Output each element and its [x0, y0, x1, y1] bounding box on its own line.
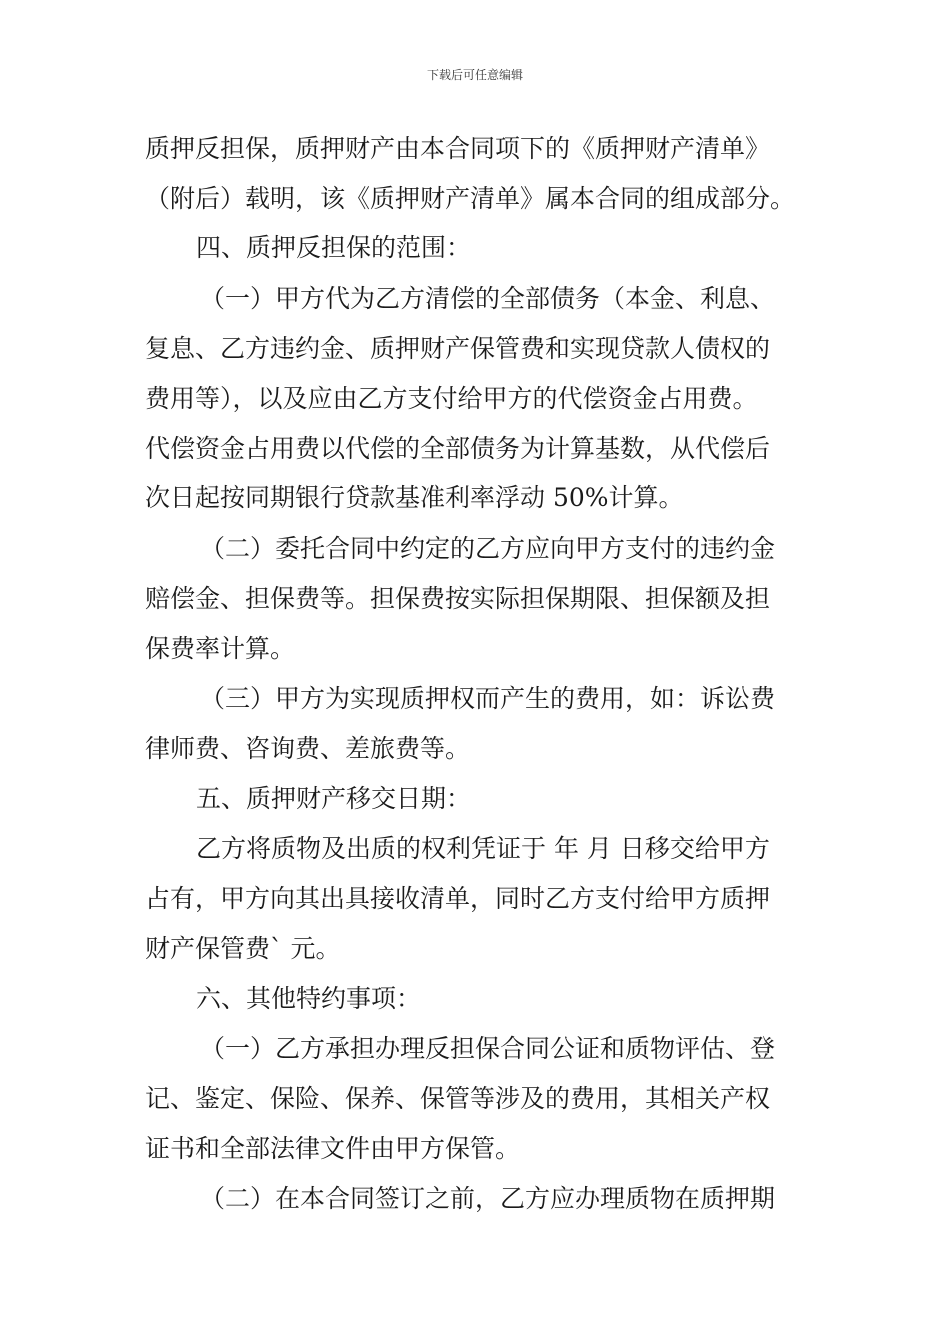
paragraph-line: 质押反担保，质押财产由本合同项下的《质押财产清单》 [145, 134, 771, 163]
paragraph-line: （一）甲方代为乙方清偿的全部债务（本金、利息、 [200, 284, 776, 313]
paragraph-line: （附后）载明，该《质押财产清单》属本合同的组成部分。 [145, 184, 796, 213]
paragraph-line: 占有，甲方向其出具接收清单，同时乙方支付给甲方质押 [145, 884, 771, 913]
paragraph-line: 律师费、咨询费、差旅费等。 [145, 734, 471, 763]
paragraph-line: （一）乙方承担办理反担保合同公证和质物评估、登 [200, 1034, 776, 1063]
section-heading: 六、其他特约事项： [196, 984, 422, 1013]
paragraph-line: 记、鉴定、保险、保养、保管等涉及的费用，其相关产权 [145, 1084, 771, 1113]
paragraph-line: 费用等），以及应由乙方支付给甲方的代偿资金占用费。 [145, 384, 758, 413]
paragraph-line: 乙方将质物及出质的权利凭证于 年 月 日移交给甲方 [196, 834, 770, 863]
paragraph-line: 代偿资金占用费以代偿的全部债务为计算基数，从代偿后 [145, 434, 771, 463]
page-header: 下载后可任意编辑 [426, 68, 523, 82]
paragraph-line: 财产保管费` 元。 [145, 934, 341, 963]
paragraph-line: （二）在本合同签订之前，乙方应办理质物在质押期 [200, 1184, 776, 1213]
section-heading: 五、质押财产移交日期： [196, 784, 472, 813]
paragraph-line: 证书和全部法律文件由甲方保管。 [145, 1134, 521, 1163]
section-heading: 四、质押反担保的范围： [196, 233, 472, 262]
paragraph-line: 复息、乙方违约金、质押财产保管费和实现贷款人债权的 [145, 334, 771, 363]
paragraph-line: （三）甲方为实现质押权而产生的费用，如：诉讼费 [200, 684, 776, 713]
paragraph-line: 次日起按同期银行贷款基准利率浮动 50%计算。 [145, 483, 684, 512]
paragraph-line: 赔偿金、担保费等。担保费按实际担保期限、担保额及担 [145, 584, 771, 613]
paragraph-line: 保费率计算。 [145, 634, 296, 663]
paragraph-line: （二）委托合同中约定的乙方应向甲方支付的违约金 [200, 534, 776, 563]
